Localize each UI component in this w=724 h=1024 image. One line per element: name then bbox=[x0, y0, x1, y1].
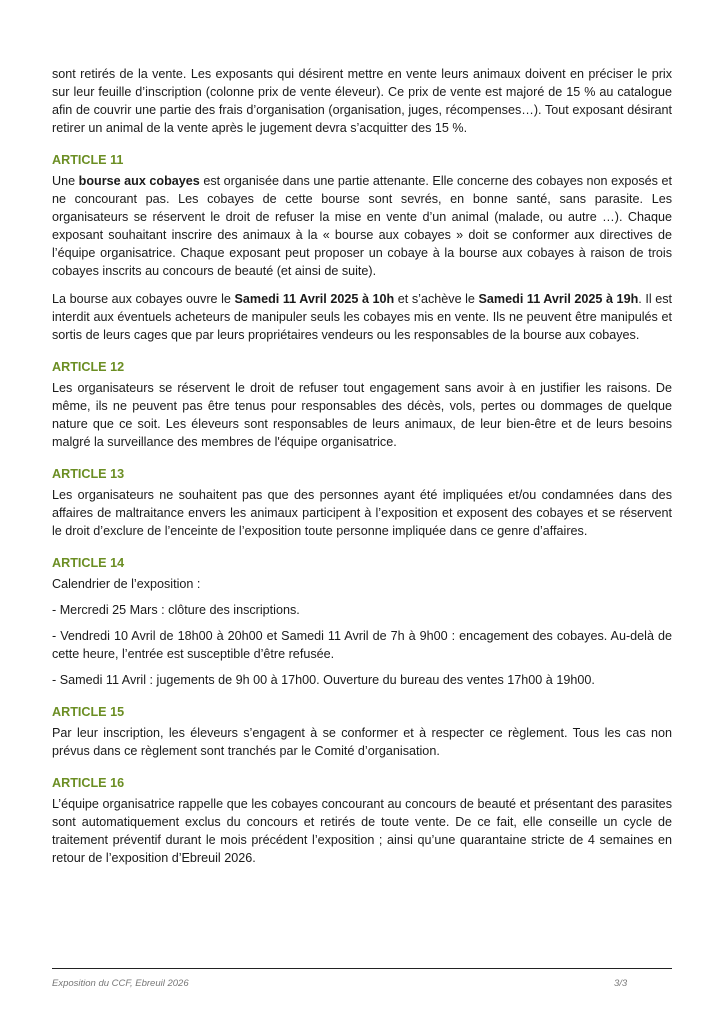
article-11-paragraph-1 bbox=[52, 172, 672, 280]
article-13-paragraph: Les organisateurs ne souhaitent pas que des personnes ayant été impliquées et/ou condamnées dans des affaires de maltraitance envers les animaux participent à l’exposition et exposent des cobayes et se réservent le droit d’exclure de l’enceinte de l’exposition toute personne impliquée dans ce genre d’affaires. bbox=[52, 488, 672, 538]
article-11-p1-pre: Une bbox=[52, 174, 79, 188]
article-11-p1-post: est organisée dans une partie attenante. Elle concerne des cobayes non exposés et ne concourant pas. Les cobayes de cette bourse sont sevrés, en bonne santé, sans parasite. Les organisateurs se réservent le droit de refuser la mise en vente d’un animal (malade, ou autre …). Chaque exposant souhaitant inscrire des animaux à la « bourse aux cobayes » doit se conformer aux directives de l’équipe organisatrice. Chaque exposant peut proposer un cobaye à la bourse aux cobayes à raison de trois cobayes inscrits au concours de beauté (et ainsi de suite). bbox=[52, 174, 673, 278]
article-11-p2-e: . Il est interdit aux éventuels acheteurs de manipuler seuls les cobayes mis en vente. Ils ne peuvent être manipulés et sortis de leurs cages que par leurs propriétaires vendeurs ou les responsables de la bourse aux cobayes. bbox=[52, 292, 673, 342]
article-11-p2-c: et s’achève le bbox=[394, 292, 479, 306]
document-page bbox=[52, 65, 672, 877]
article-11-p2-d: Samedi 11 Avril 2025 à 19h bbox=[478, 292, 639, 306]
page-number: 3/3 bbox=[614, 978, 628, 989]
article-14-heading: ARTICLE 14 bbox=[52, 556, 125, 570]
article-11-paragraph-2 bbox=[52, 290, 672, 344]
article-15-paragraph: Par leur inscription, les éleveurs s’engagent à se conformer et à respecter ce règlement. Tous les cas non prévus dans ce règlement sont tranchés par le Comité d’organisation. bbox=[52, 726, 672, 758]
article-11-p1-bold: bourse aux cobayes bbox=[78, 174, 200, 188]
article-13-heading: ARTICLE 13 bbox=[52, 467, 125, 481]
article-14-item-3: - Samedi 11 Avril : jugements de 9h 00 à 17h00. Ouverture du bureau des ventes 17h00 à 19h00. bbox=[52, 673, 595, 687]
article-11-p2-a: La bourse aux cobayes ouvre le bbox=[52, 292, 235, 306]
article-14-item-2: - Vendredi 10 Avril de 18h00 à 20h00 et Samedi 11 Avril de 7h à 9h00 : encagement des cobayes. Au-delà de cette heure, l’entrée est susceptible d’être refusée. bbox=[52, 629, 672, 661]
article-14-intro: Calendrier de l’exposition : bbox=[52, 577, 201, 591]
article-11-heading: ARTICLE 11 bbox=[52, 153, 124, 167]
article-12-paragraph: Les organisateurs se réservent le droit de refuser tout engagement sans avoir à en justifier les raisons. De même, ils ne peuvent pas être tenus pour responsables des décès, vols, pertes ou dommages de quelque nature que ce soit. Les éleveurs sont responsables de leurs animaux, de leur bien-être et de leurs besoins malgré la surveillance des membres de l'équipe organisatrice. bbox=[52, 381, 672, 449]
article-16-heading: ARTICLE 16 bbox=[52, 776, 125, 790]
article-14-item-1: - Mercredi 25 Mars : clôture des inscriptions. bbox=[52, 603, 300, 617]
article-12-heading: ARTICLE 12 bbox=[52, 360, 125, 374]
footer-title: Exposition du CCF, Ebreuil 2026 bbox=[52, 978, 189, 989]
article-11-p2-b: Samedi 11 Avril 2025 à 10h bbox=[234, 292, 395, 306]
article-16-paragraph: L’équipe organisatrice rappelle que les cobayes concourant au concours de beauté et présentant des parasites sont automatiquement exclus du concours et retirés de toute vente. De ce fait, elle conseille un cycle de traitement préventif durant le mois précédent l’exposition ; ainsi qu’une quarantaine stricte de 4 semaines en retour de l’exposition d’Ebreuil 2026. bbox=[52, 797, 672, 865]
footer-divider bbox=[52, 968, 672, 969]
intro-paragraph: sont retirés de la vente. Les exposants qui désirent mettre en vente leurs animaux doivent en préciser le prix sur leur feuille d’inscription (colonne prix de vente éleveur). Ce prix de vente est majoré de 15 % au catalogue afin de couvrir une partie des frais d’organisation (organisation, juges, récompenses…). Tout exposant désirant retirer un animal de la vente après le jugement devra s’acquitter des 15 %. bbox=[52, 67, 672, 135]
article-15-heading: ARTICLE 15 bbox=[52, 705, 125, 719]
